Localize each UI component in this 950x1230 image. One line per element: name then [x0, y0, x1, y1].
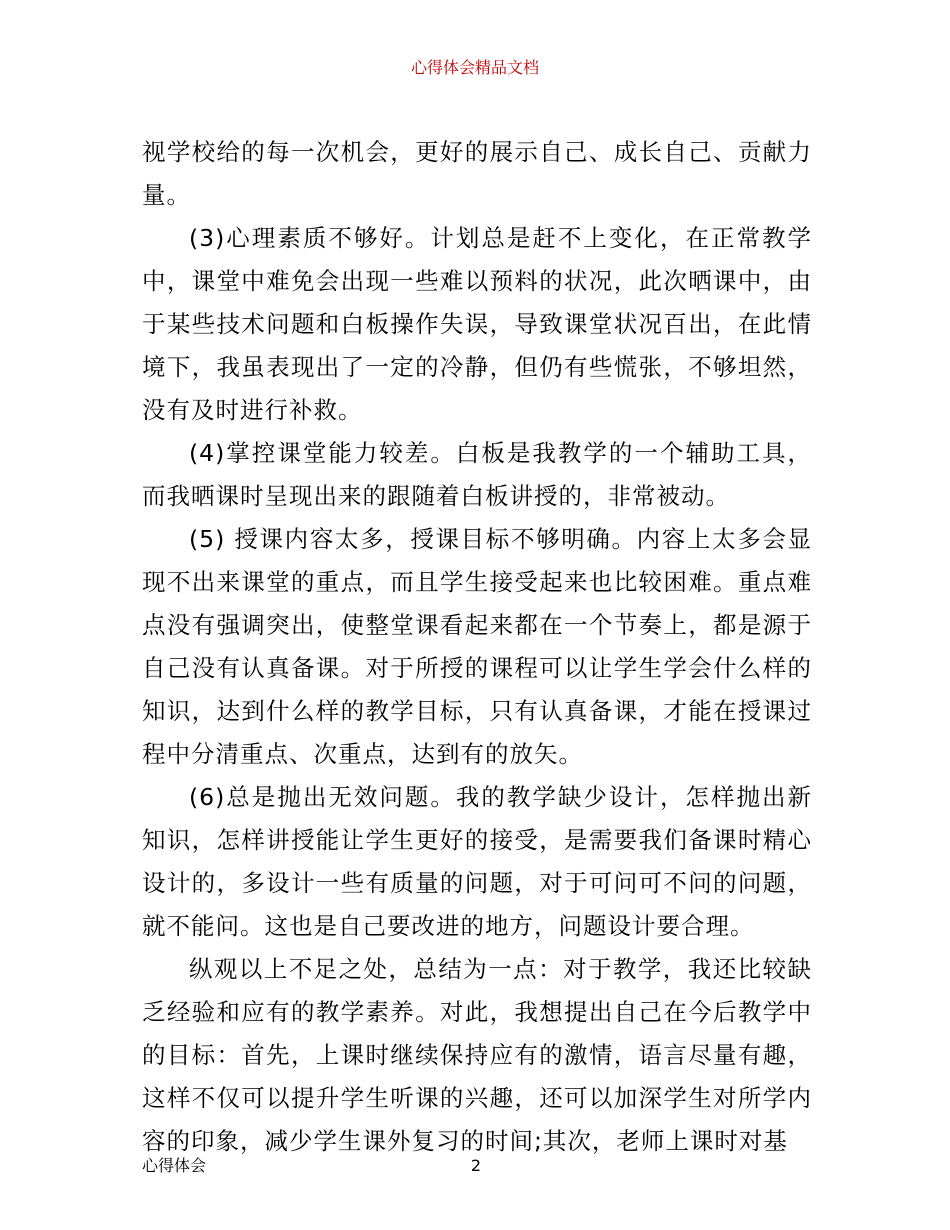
paragraph: (3)心理素质不够好。计划总是赶不上变化，在正常教学中，课堂中难免会出现一些难以预料的状况，此次晒课中，由于某些技术问题和白板操作失误，导致课堂状况百出，在此情境下，我虽表现出了一定的冷静，但仍有些慌张，不够坦然，没有及时进行补救。: [142, 224, 812, 424]
paragraph: 视学校给的每一次机会，更好的展示自己、成长自己、贡献力量。: [142, 138, 812, 209]
paragraph: (6)总是抛出无效问题。我的教学缺少设计，怎样抛出新知识，怎样讲授能让学生更好的接受，是需要我们备课时精心设计的，多设计一些有质量的问题，对于可问可不问的问题，就不能问。这也是自己要改进的地方，问题设计要合理。: [142, 783, 812, 940]
paragraph: 纵观以上不足之处，总结为一点：对于教学，我还比较缺乏经验和应有的教学素养。对此，我想提出自己在今后教学中的目标：首先，上课时继续保持应有的激情，语言尽量有趣，这样不仅可以提升学生听课的兴趣，还可以加深学生对所学内容的印象，减少学生课外复习的时间;其次，老师上课时对基: [142, 955, 812, 1155]
paragraph: (4)掌控课堂能力较差。白板是我教学的一个辅助工具，而我晒课时呈现出来的跟随着白板讲授的，非常被动。: [142, 439, 812, 510]
document-body: [142, 131, 812, 1163]
page-number: 2: [470, 1156, 482, 1175]
paragraph: (5) 授课内容太多，授课目标不够明确。内容上太多会显现不出来课堂的重点，而且学生接受起来也比较困难。重点难点没有强调突出，使整堂课看起来都在一个节奏上，都是源于自己没有认真备课。对于所授的课程可以让学生学会什么样的知识，达到什么样的教学目标，只有认真备课，才能在授课过程中分清重点、次重点，达到有的放矢。: [142, 525, 812, 768]
page-header-title: 心得体会精品文档: [410, 58, 539, 77]
page-footer-label: 心得体会: [142, 1156, 207, 1175]
